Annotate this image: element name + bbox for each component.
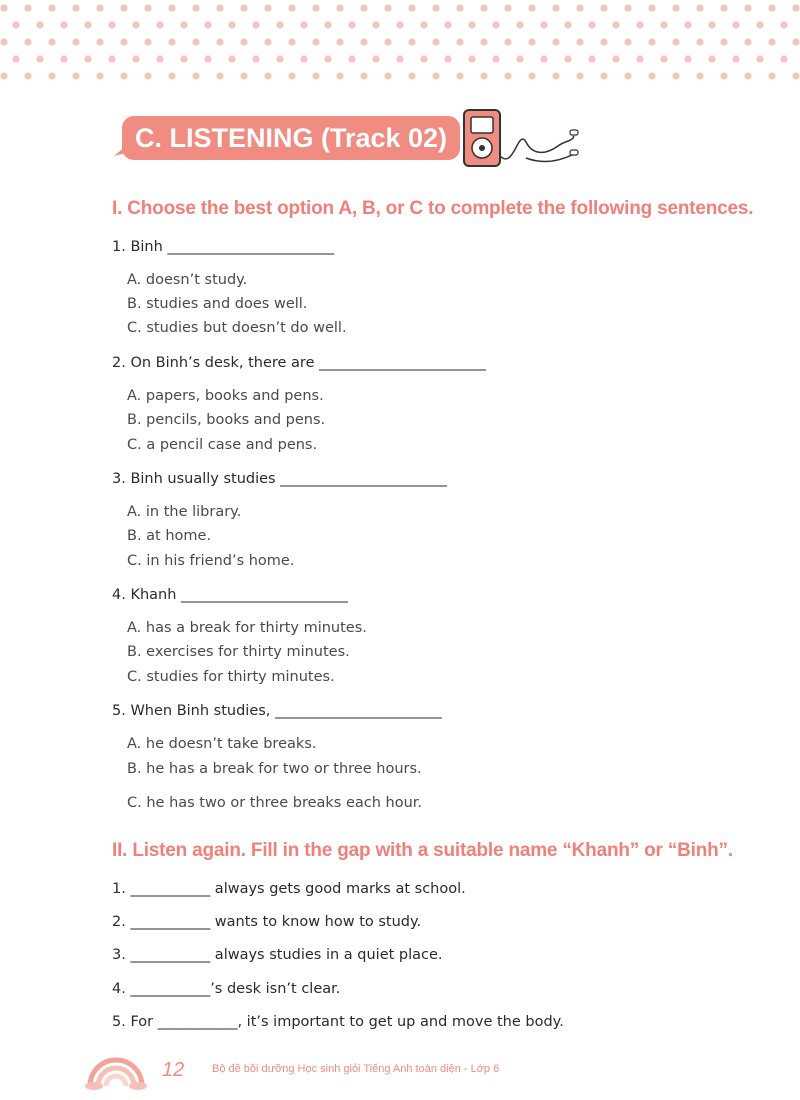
answer-option: B. at home. (127, 528, 212, 544)
rainbow-icon (84, 1042, 148, 1090)
answer-option: B. studies and does well. (127, 296, 308, 312)
fill-gap-item: 1. ___________ always gets good marks at school. (112, 881, 466, 897)
book-title-footer: Bộ đề bồi dưỡng Học sinh giỏi Tiếng Anh toàn diện - Lớp 6 (212, 1063, 500, 1075)
answer-option: C. he has two or three breaks each hour. (127, 795, 423, 811)
section-title: C. LISTENING (Track 02) (134, 123, 448, 153)
dotted-header-pattern (0, 0, 800, 88)
answer-option: C. in his friend’s home. (127, 553, 295, 569)
question-stem: 1. Binh _______________________ (112, 239, 335, 255)
question-stem: 4. Khanh _______________________ (112, 587, 348, 603)
page-number: 12 (162, 1059, 185, 1081)
fill-gap-item: 3. ___________ always studies in a quiet place. (112, 947, 443, 963)
fill-gap-item: 5. For ___________, it’s important to get up and move the body. (112, 1014, 564, 1030)
answer-option: A. papers, books and pens. (127, 388, 324, 404)
answer-option: B. he has a break for two or three hours. (127, 761, 422, 777)
mp3-player-icon (462, 108, 582, 170)
answer-option: C. studies for thirty minutes. (127, 669, 335, 685)
fill-gap-item: 2. ___________ wants to know how to study. (112, 914, 422, 930)
answer-option: B. pencils, books and pens. (127, 412, 326, 428)
answer-option: B. exercises for thirty minutes. (127, 644, 350, 660)
answer-option: A. in the library. (127, 504, 242, 520)
answer-option: A. has a break for thirty minutes. (127, 620, 367, 636)
part2-heading: II. Listen again. Fill in the gap with a suitable name “Khanh” or “Binh”. (112, 840, 733, 861)
question-stem: 3. Binh usually studies _______________________ (112, 471, 447, 487)
part1-heading: I. Choose the best option A, B, or C to complete the following sentences. (112, 198, 754, 219)
answer-option: C. studies but doesn’t do well. (127, 320, 347, 336)
answer-option: A. he doesn’t take breaks. (127, 736, 317, 752)
question-stem: 2. On Binh’s desk, there are _______________________ (112, 355, 486, 371)
question-stem: 5. When Binh studies, _______________________ (112, 703, 442, 719)
fill-gap-item: 4. ___________’s desk isn’t clear. (112, 981, 341, 997)
answer-option: A. doesn’t study. (127, 272, 248, 288)
answer-option: C. a pencil case and pens. (127, 437, 318, 453)
